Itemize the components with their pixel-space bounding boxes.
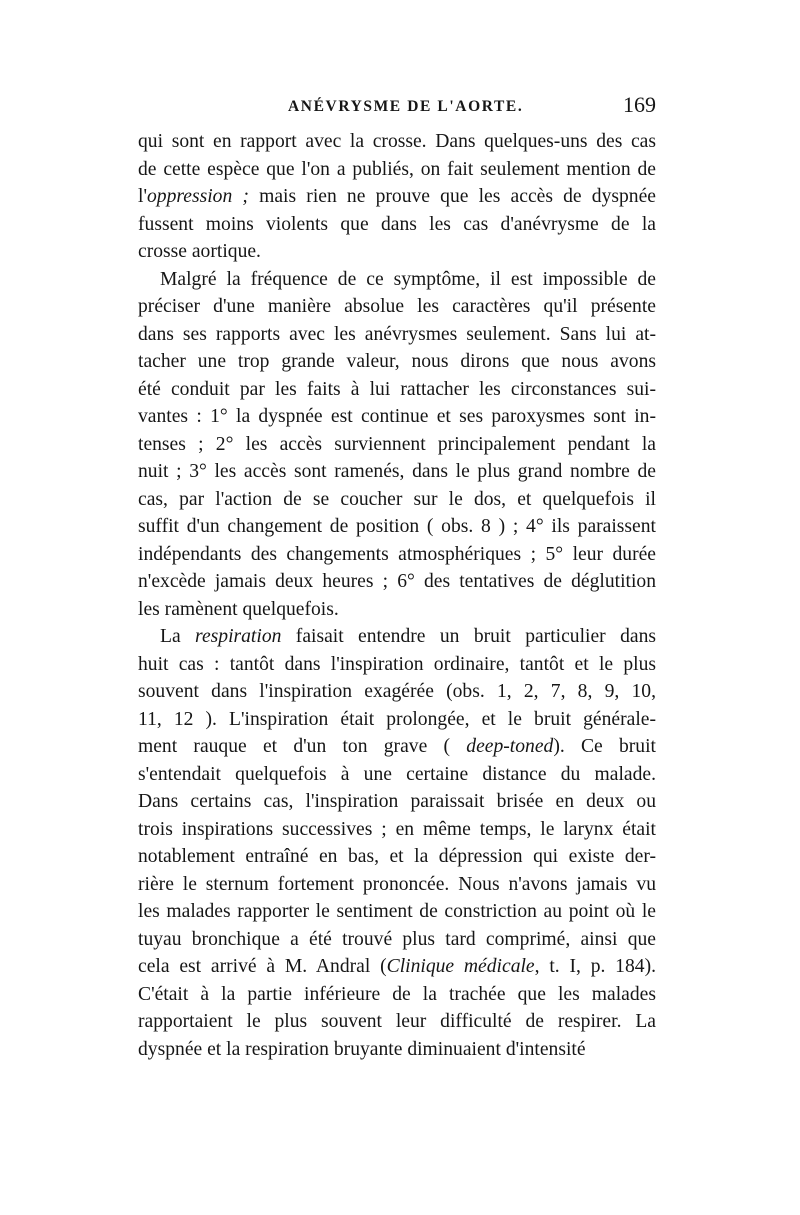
text-segment: tenses ; 2° les accès surviennent principalement pendant la <box>138 433 656 455</box>
text-segment: été conduit par les faits à lui rattacher les circonstances sui- <box>138 378 656 400</box>
text-segment: mais rien ne prouve que les accès de dyspnée <box>248 186 656 207</box>
text-line <box>138 348 656 376</box>
text-segment: huit cas : tantôt dans l'inspiration ordinaire, tantôt et le plus <box>138 653 656 675</box>
text-line <box>138 926 656 954</box>
text-segment: cela est arrivé à M. Andral ( <box>138 956 387 977</box>
text-segment: , t. I, p. 184). <box>534 956 656 977</box>
text-segment: dyspnée et la respiration bruyante diminuaient d'intensité <box>138 1038 586 1060</box>
text-segment: vantes : 1° la dyspnée est continue et ses paroxysmes sont in- <box>138 406 656 427</box>
text-segment: crosse aortique. <box>138 241 261 262</box>
text-line <box>138 1036 656 1064</box>
text-segment: nuit ; 3° les accès sont ramenés, dans le plus grand nombre de <box>138 461 656 482</box>
text-segment: dans ses rapports avec les anévrysmes seulement. Sans lui at- <box>138 323 656 345</box>
text-segment: de cette espèce que l'on a publiés, on fait seulement mention de <box>138 158 656 180</box>
italic-term: deep-toned <box>466 736 554 757</box>
running-head <box>138 92 656 122</box>
text-segment: indépendants des changements atmosphériques ; 5° leur durée <box>138 543 656 565</box>
text-line <box>138 541 656 569</box>
running-title: ANÉVRYSME DE L'AORTE. <box>288 98 524 115</box>
page-number: 169 <box>623 92 656 117</box>
text-segment: s'entendait quelquefois à une certaine distance du malade. <box>138 763 656 785</box>
text-line <box>138 871 656 899</box>
italic-term: respiration <box>195 626 282 647</box>
text-segment: C'était à la partie inférieure de la trachée que les malades <box>138 983 656 1005</box>
text-segment: La <box>160 626 196 647</box>
text-segment: les ramènent quelquefois. <box>138 598 339 620</box>
text-segment: suffit d'un changement de position ( obs. 8 ) ; 4° ils paraissent <box>138 516 656 537</box>
text-segment: fussent moins violents que dans les cas d'anévrysme de la <box>138 213 656 235</box>
text-line <box>138 623 656 651</box>
italic-term: oppression ; <box>146 186 249 207</box>
text-line <box>138 486 656 514</box>
text-line <box>138 788 656 816</box>
text-segment: qui sont en rapport avec la crosse. Dans quelques-uns des cas <box>138 131 656 152</box>
text-line <box>138 403 656 431</box>
text-line <box>138 596 656 624</box>
text-line <box>138 651 656 679</box>
text-segment: rapportaient le plus souvent leur difficulté de respirer. La <box>138 1011 656 1032</box>
text-segment: l' <box>138 186 147 207</box>
text-segment: notablement entraîné en bas, et la dépression qui existe der- <box>138 846 656 867</box>
text-line <box>138 733 656 761</box>
text-line <box>138 1008 656 1036</box>
text-line <box>138 266 656 294</box>
text-line <box>138 678 656 706</box>
text-segment: faisait entendre un bruit particulier dans <box>281 626 656 647</box>
text-line <box>138 706 656 734</box>
text-line <box>138 156 656 184</box>
text-segment: tacher une trop grande valeur, nous dirons que nous avons <box>138 351 656 372</box>
text-line <box>138 183 656 211</box>
text-line <box>138 981 656 1009</box>
text-segment: préciser d'une manière absolue les caractères qu'il présente <box>138 296 656 317</box>
text-segment: rière le sternum fortement prononcée. Nous n'avons jamais vu <box>138 873 656 895</box>
text-line <box>138 953 656 981</box>
text-segment: les malades rapporter le sentiment de constriction au point où le <box>138 901 656 922</box>
text-segment: cas, par l'action de se coucher sur le dos, et quelquefois il <box>138 488 656 510</box>
text-segment: 11, 12 ). L'inspiration était prolongée, et le bruit générale- <box>138 708 656 730</box>
text-line <box>138 321 656 349</box>
text-segment: souvent dans l'inspiration exagérée (obs. 1, 2, 7, 8, 9, 10, <box>138 681 656 702</box>
text-line <box>138 843 656 871</box>
text-line <box>138 568 656 596</box>
text-segment: ment rauque et d'un ton grave ( <box>138 736 467 757</box>
text-line <box>138 513 656 541</box>
text-segment: tuyau bronchique a été trouvé plus tard comprimé, ainsi que <box>138 928 656 950</box>
text-line <box>138 376 656 404</box>
text-segment: trois inspirations successives ; en même temps, le larynx était <box>138 818 656 840</box>
body-text <box>138 128 656 1063</box>
italic-term: Clinique médicale <box>386 956 535 977</box>
text-segment: n'excède jamais deux heures ; 6° des tentatives de déglutition <box>138 571 656 592</box>
text-line <box>138 761 656 789</box>
text-line <box>138 128 656 156</box>
text-line <box>138 816 656 844</box>
text-line <box>138 211 656 239</box>
text-line <box>138 431 656 459</box>
text-line <box>138 898 656 926</box>
text-segment: Dans certains cas, l'inspiration paraissait brisée en deux ou <box>138 791 656 812</box>
text-line <box>138 458 656 486</box>
text-line <box>138 238 656 266</box>
text-segment: Malgré la fréquence de ce symptôme, il est impossible de <box>160 268 656 290</box>
text-segment: ). Ce bruit <box>553 736 656 757</box>
text-line <box>138 293 656 321</box>
